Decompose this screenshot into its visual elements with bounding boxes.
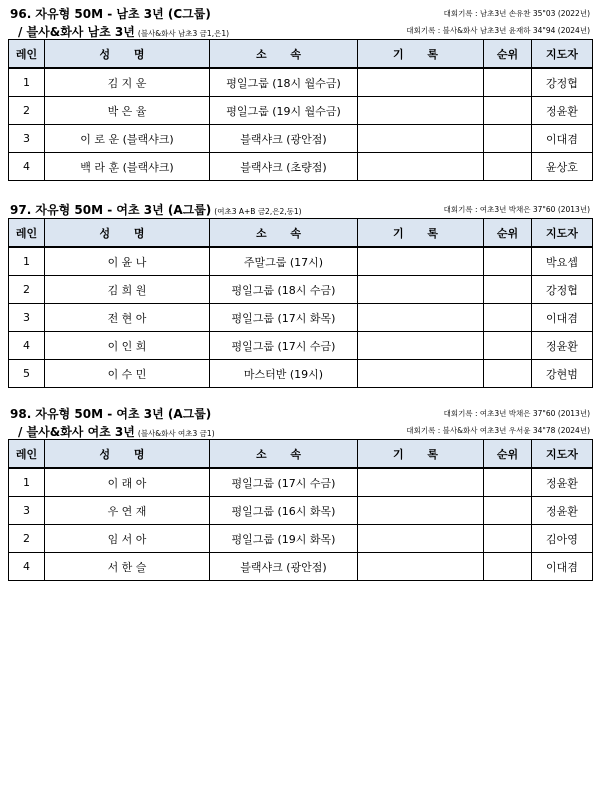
table-header-row — [9, 440, 593, 469]
team-cell: 평일그룹 (18시 월수금) — [210, 68, 358, 97]
coach-cell: 정윤환 — [532, 97, 593, 125]
meet-record: 대회기록 : 남초3년 손유찬 35"03 (2022년) — [443, 9, 590, 18]
event-subtitle-note: (블사&화사 남초3 금1,은1) — [137, 29, 230, 38]
col-header-rank: 순위 — [484, 440, 532, 469]
lane-cell: 4 — [9, 153, 45, 181]
table-row — [9, 68, 593, 97]
record-cell — [358, 497, 484, 525]
rank-cell — [484, 332, 532, 360]
team-cell: 평일그룹 (16시 화목) — [210, 497, 358, 525]
team-cell: 평일그룹 (17시 수금) — [210, 332, 358, 360]
col-header-coach: 지도자 — [532, 440, 593, 469]
table-row — [9, 304, 593, 332]
record-cell — [358, 247, 484, 276]
lane-cell: 4 — [9, 553, 45, 581]
lane-cell: 1 — [9, 68, 45, 97]
table-row — [9, 125, 593, 153]
rank-cell — [484, 525, 532, 553]
team-cell: 블랙샤크 (초량점) — [210, 153, 358, 181]
name-cell: 김 지 운 — [45, 68, 210, 97]
table-header-row — [9, 219, 593, 248]
name-cell: 우 연 재 — [45, 497, 210, 525]
name-cell: 이 래 아 — [45, 468, 210, 497]
team-cell: 블랙샤크 (광안점) — [210, 553, 358, 581]
rank-cell — [484, 68, 532, 97]
name-cell: 임 서 아 — [45, 525, 210, 553]
coach-cell: 이대겸 — [532, 553, 593, 581]
coach-cell: 정윤환 — [532, 497, 593, 525]
event-title-text: 97. 자유형 50M - 여초 3년 (A그룹) — [10, 203, 212, 217]
col-header-record: 기 록 — [358, 440, 484, 469]
col-header-coach: 지도자 — [532, 40, 593, 69]
coach-cell: 이대겸 — [532, 125, 593, 153]
record-cell — [358, 468, 484, 497]
table-row — [9, 468, 593, 497]
rank-cell — [484, 97, 532, 125]
rank-cell — [484, 125, 532, 153]
name-cell: 이 윤 나 — [45, 247, 210, 276]
col-header-record: 기 록 — [358, 40, 484, 69]
coach-cell: 강정협 — [532, 68, 593, 97]
event-subtitle — [18, 423, 215, 440]
table-row — [9, 360, 593, 388]
col-header-team: 소 속 — [210, 40, 358, 69]
event-header — [8, 403, 592, 439]
col-header-rank: 순위 — [484, 40, 532, 69]
record-cell — [358, 276, 484, 304]
record-cell — [358, 153, 484, 181]
record-cell — [358, 525, 484, 553]
lane-cell: 3 — [9, 125, 45, 153]
lane-cell: 2 — [9, 97, 45, 125]
meet-record: 대회기록 : 여초3년 박채은 37"60 (2013년) — [443, 409, 590, 418]
name-cell: 이 로 운 (블랙샤크) — [45, 125, 210, 153]
table-row — [9, 553, 593, 581]
col-header-name: 성 명 — [45, 219, 210, 248]
rank-cell — [484, 247, 532, 276]
col-header-team: 소 속 — [210, 440, 358, 469]
lane-cell: 3 — [9, 304, 45, 332]
table-row — [9, 247, 593, 276]
lane-cell: 1 — [9, 247, 45, 276]
event-title — [10, 201, 302, 218]
event-subtitle-text: / 블사&화사 남초 3년 — [18, 25, 135, 39]
coach-cell: 박요셉 — [532, 247, 593, 276]
table-row — [9, 332, 593, 360]
event-title — [10, 405, 211, 422]
col-header-coach: 지도자 — [532, 219, 593, 248]
record-cell — [358, 304, 484, 332]
coach-cell: 김아영 — [532, 525, 593, 553]
team-cell: 주말그룹 (17시) — [210, 247, 358, 276]
team-cell: 블랙샤크 (광안점) — [210, 125, 358, 153]
event-title — [10, 5, 211, 22]
col-header-lane: 레인 — [9, 40, 45, 69]
name-cell: 이 수 민 — [45, 360, 210, 388]
event-subtitle-note: (블사&화사 여초3 금1) — [137, 429, 215, 438]
coach-cell: 정윤환 — [532, 332, 593, 360]
entries-table — [8, 218, 593, 388]
team-cell: 평일그룹 (18시 수금) — [210, 276, 358, 304]
lane-cell: 4 — [9, 332, 45, 360]
meet-record: 대회기록 : 여초3년 박채은 37"60 (2013년) — [443, 205, 590, 214]
record-cell — [358, 553, 484, 581]
name-cell: 김 희 원 — [45, 276, 210, 304]
col-header-name: 성 명 — [45, 440, 210, 469]
col-header-name: 성 명 — [45, 40, 210, 69]
team-cell: 마스터반 (19시) — [210, 360, 358, 388]
table-row — [9, 276, 593, 304]
record-cell — [358, 360, 484, 388]
name-cell: 이 인 희 — [45, 332, 210, 360]
coach-cell: 강현범 — [532, 360, 593, 388]
record-cell — [358, 332, 484, 360]
coach-cell: 이대겸 — [532, 304, 593, 332]
entries-table — [8, 39, 593, 181]
event-96 — [8, 3, 592, 181]
table-header-row — [9, 40, 593, 69]
table-row — [9, 497, 593, 525]
event-subtitle-text: / 블사&화사 여초 3년 — [18, 425, 135, 439]
record-cell — [358, 68, 484, 97]
event-header — [8, 3, 592, 39]
name-cell: 전 현 아 — [45, 304, 210, 332]
rank-cell — [484, 276, 532, 304]
event-97 — [8, 199, 592, 388]
event-subtitle — [18, 23, 229, 40]
col-header-team: 소 속 — [210, 219, 358, 248]
team-cell: 평일그룹 (17시 수금) — [210, 468, 358, 497]
lane-cell: 5 — [9, 360, 45, 388]
name-cell: 백 라 훈 (블랙샤크) — [45, 153, 210, 181]
event-98 — [8, 403, 592, 581]
coach-cell: 강정협 — [532, 276, 593, 304]
entries-table — [8, 439, 593, 581]
meet-record-secondary: 대회기록 : 블사&화사 남초3년 윤재하 34"94 (2024년) — [406, 26, 590, 35]
name-cell: 서 한 슬 — [45, 553, 210, 581]
table-row — [9, 525, 593, 553]
record-cell — [358, 125, 484, 153]
lane-cell: 2 — [9, 525, 45, 553]
team-cell: 평일그룹 (19시 화목) — [210, 525, 358, 553]
record-cell — [358, 97, 484, 125]
col-header-record: 기 록 — [358, 219, 484, 248]
rank-cell — [484, 468, 532, 497]
event-header — [8, 199, 592, 218]
table-row — [9, 97, 593, 125]
rank-cell — [484, 153, 532, 181]
lane-cell: 3 — [9, 497, 45, 525]
team-cell: 평일그룹 (19시 월수금) — [210, 97, 358, 125]
col-header-lane: 레인 — [9, 219, 45, 248]
event-title-text: 96. 자유형 50M - 남초 3년 (C그룹) — [10, 7, 211, 21]
table-row — [9, 153, 593, 181]
lane-cell: 1 — [9, 468, 45, 497]
coach-cell: 윤상호 — [532, 153, 593, 181]
col-header-rank: 순위 — [484, 219, 532, 248]
meet-record-secondary: 대회기록 : 블사&화사 여초3년 우서윤 34"78 (2024년) — [406, 426, 590, 435]
rank-cell — [484, 497, 532, 525]
event-title-note: (여초3 A+B 금2,은2,동1) — [214, 207, 302, 216]
coach-cell: 정윤환 — [532, 468, 593, 497]
rank-cell — [484, 360, 532, 388]
team-cell: 평일그룹 (17시 화목) — [210, 304, 358, 332]
col-header-lane: 레인 — [9, 440, 45, 469]
lane-cell: 2 — [9, 276, 45, 304]
event-title-text: 98. 자유형 50M - 여초 3년 (A그룹) — [10, 407, 212, 421]
rank-cell — [484, 553, 532, 581]
rank-cell — [484, 304, 532, 332]
name-cell: 박 은 율 — [45, 97, 210, 125]
